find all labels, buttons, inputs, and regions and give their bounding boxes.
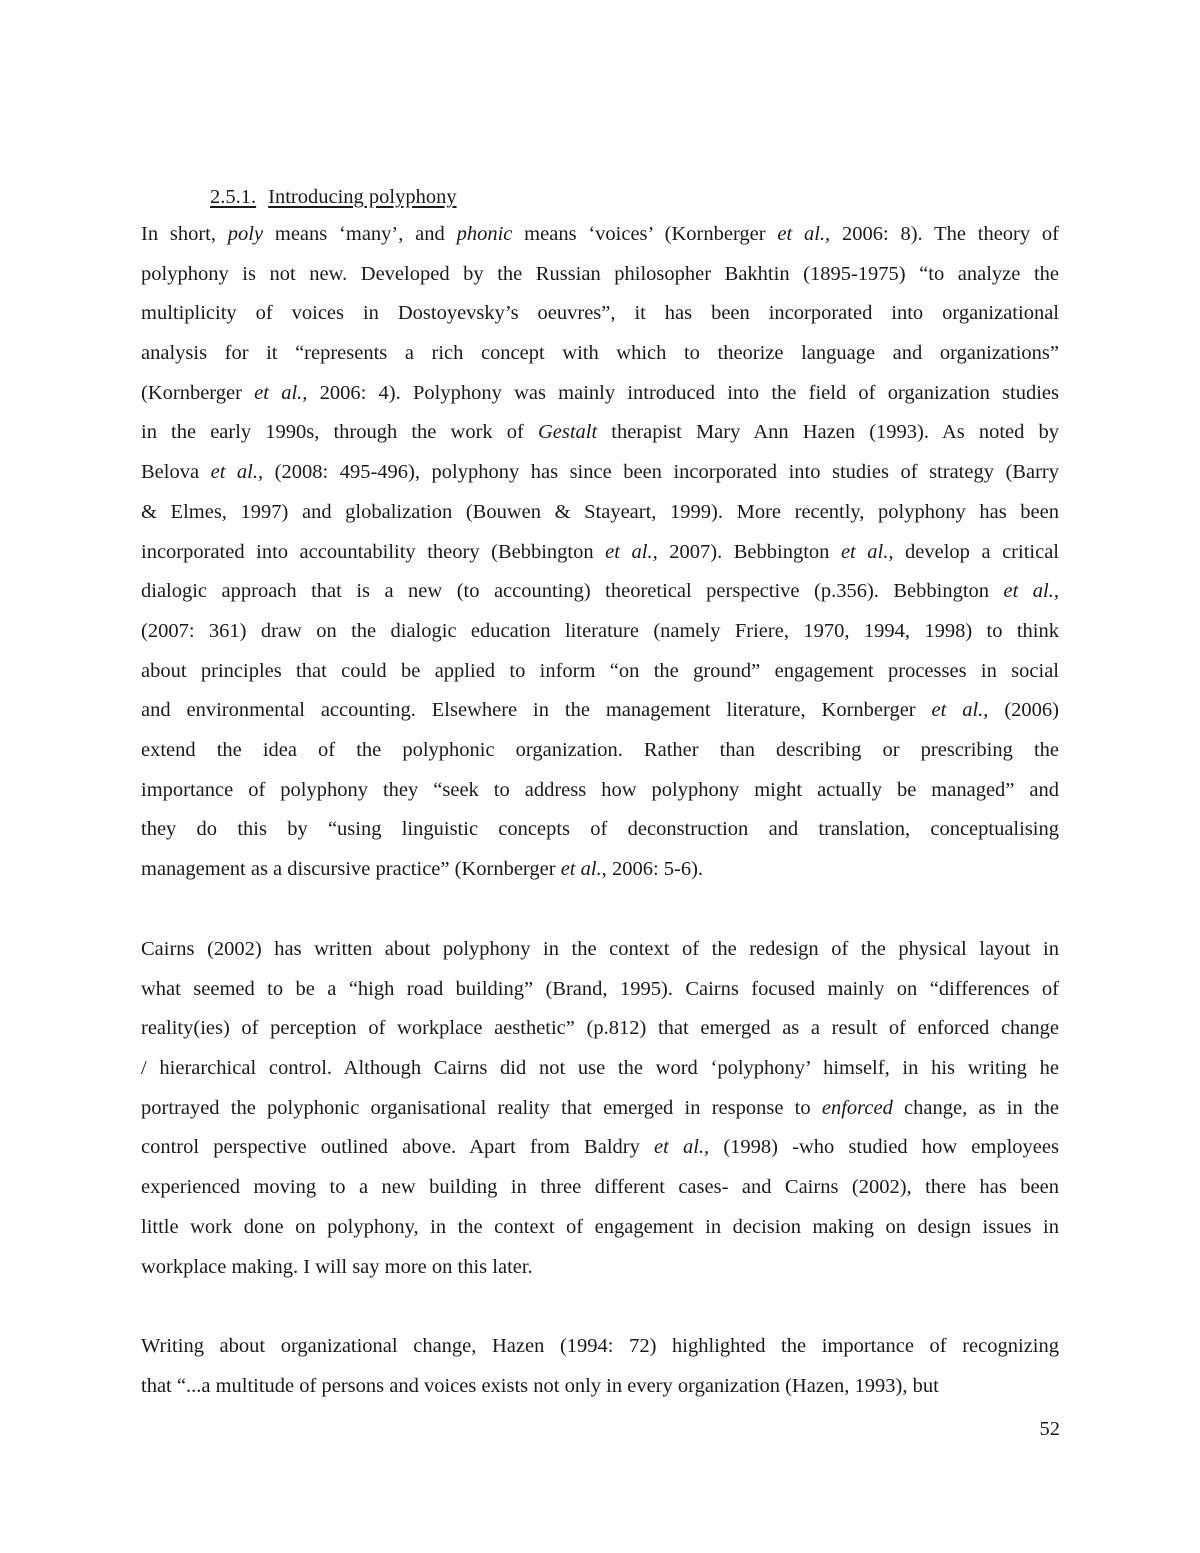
text-line [141, 572, 1059, 612]
italic-text: et al., [1003, 580, 1059, 603]
text-run: that “...a multitude of persons and voices exists not only in every organization (Hazen, 1993), but [141, 1374, 939, 1397]
italic-text: et al., [777, 223, 831, 245]
text-line [141, 850, 1059, 890]
text-run: Cairns (2002) has written about polyphony in the context of the redesign of the physical layout in [141, 938, 1059, 960]
text-run: extend the idea of the polyphonic organization. Rather than describing or prescribing the [141, 738, 1059, 761]
italic-text: et al., [931, 699, 989, 722]
text-line [141, 413, 1059, 453]
text-run: portrayed the polyphonic organisational reality that emerged in response to [141, 1096, 822, 1119]
section-heading [210, 184, 457, 210]
text-line [141, 731, 1059, 771]
text-run: & Elmes, 1997) and globalization (Bouwen & Stayeart, 1999). More recently, polyphony has been [141, 500, 1059, 523]
text-run: develop a critical [893, 540, 1059, 563]
paragraph [141, 1327, 1059, 1406]
italic-text: enforced [821, 1096, 893, 1119]
text-line [141, 334, 1059, 374]
italic-text: et al., [560, 858, 607, 880]
text-run: 2006: 5-6). [606, 858, 704, 880]
italic-text: et al., [254, 381, 308, 404]
text-run: 2006: 8). The theory of [830, 223, 1059, 245]
text-run: Writing about organizational change, Hazen (1994: 72) highlighted the importance of recognizing [141, 1335, 1059, 1357]
text-run: importance of polyphony they “seek to address how polyphony might actually be managed” and [141, 778, 1059, 801]
text-run: little work done on polyphony, in the context of engagement in decision making on design issues in [141, 1215, 1059, 1238]
text-run: and environmental accounting. Elsewhere in the management literature, Kornberger [141, 699, 932, 722]
text-run: management as a discursive practice” (Kornberger [141, 858, 561, 880]
text-run: means ‘many’, and [263, 223, 457, 245]
text-line [141, 652, 1059, 692]
text-run: Belova [141, 461, 211, 484]
text-line [141, 691, 1059, 731]
text-line [141, 255, 1059, 295]
text-line [141, 612, 1059, 652]
text-run: (2008: 495-496), polyphony has since been incorporated into studies of strategy (Barry [263, 461, 1059, 484]
text-run: in the early 1990s, through the work of [141, 421, 538, 444]
italic-text: poly [227, 223, 264, 245]
text-run: incorporated into accountability theory (Bebbington [141, 540, 606, 563]
text-run: analysis for it “represents a rich concept with which to theorize language and organizations” [141, 342, 1059, 365]
text-line [141, 771, 1059, 811]
italic-text: et al., [210, 461, 264, 484]
text-line [141, 374, 1059, 414]
italic-text: et al., [654, 1136, 710, 1159]
text-run: experienced moving to a new building in three different cases- and Cairns (2002), there has been [141, 1176, 1059, 1199]
italic-text: phonic [456, 223, 513, 245]
text-line [141, 294, 1059, 334]
text-run: reality(ies) of perception of workplace aesthetic” (p.812) that emerged as a result of enforced change [141, 1017, 1059, 1040]
text-line [141, 810, 1059, 850]
text-line [141, 453, 1059, 493]
text-run: change, as in the [892, 1096, 1059, 1119]
text-line [141, 1168, 1059, 1208]
text-line [141, 533, 1059, 573]
text-line [141, 1367, 1059, 1407]
text-line [141, 493, 1059, 533]
italic-text: et al., [605, 540, 658, 563]
section-title: Introducing polyphony [268, 186, 457, 208]
text-line [141, 1248, 1059, 1288]
text-run: therapist Mary Ann Hazen (1993). As noted by [597, 421, 1059, 444]
text-run: (2007: 361) draw on the dialogic education literature (namely Friere, 1970, 1994, 1998) to think [141, 619, 1059, 642]
text-line [141, 1009, 1059, 1049]
text-run: (2006) [988, 699, 1059, 722]
text-run: 2006: 4). Polyphony was mainly introduced into the field of organization studies [307, 381, 1059, 404]
text-line [141, 1128, 1059, 1168]
text-run: 2007). Bebbington [657, 540, 841, 563]
text-run: what seemed to be a “high road building” (Brand, 1995). Cairns focused mainly on “differences of [141, 977, 1059, 1000]
text-run: control perspective outlined above. Apart from Baldry [141, 1136, 655, 1159]
text-run: about principles that could be applied to inform “on the ground” engagement processes in social [141, 659, 1059, 682]
text-run: (Kornberger [141, 381, 255, 404]
text-line [141, 1049, 1059, 1089]
text-run: dialogic approach that is a new (to accounting) theoretical perspective (p.356). Bebbington [141, 580, 1004, 603]
text-run: means ‘voices’ (Kornberger [512, 223, 778, 245]
paragraph [141, 215, 1059, 890]
text-run: polyphony is not new. Developed by the Russian philosopher Bakhtin (1895-1975) “to analyze the [141, 262, 1059, 285]
text-line [141, 215, 1059, 255]
italic-text: Gestalt [537, 421, 598, 444]
text-run: they do this by “using linguistic concepts of deconstruction and translation, conceptualising [141, 818, 1059, 841]
text-line [141, 1327, 1059, 1367]
section-number: 2.5.1. [210, 186, 257, 208]
text-run: workplace making. I will say more on this later. [141, 1255, 533, 1278]
text-line [141, 1208, 1059, 1248]
text-line [141, 970, 1059, 1010]
text-run: multiplicity of voices in Dostoyevsky’s oeuvres”, it has been incorporated into organizational [141, 302, 1059, 325]
text-run: In short, [141, 223, 228, 245]
page-number: 52 [1039, 1418, 1060, 1440]
text-line [141, 930, 1059, 970]
text-run: / hierarchical control. Although Cairns did not use the word ‘polyphony’ himself, in his writing he [141, 1057, 1059, 1080]
italic-text: et al., [840, 540, 894, 563]
text-run: (1998) -who studied how employees [709, 1136, 1059, 1159]
paragraph [141, 930, 1059, 1287]
text-line [141, 1089, 1059, 1129]
